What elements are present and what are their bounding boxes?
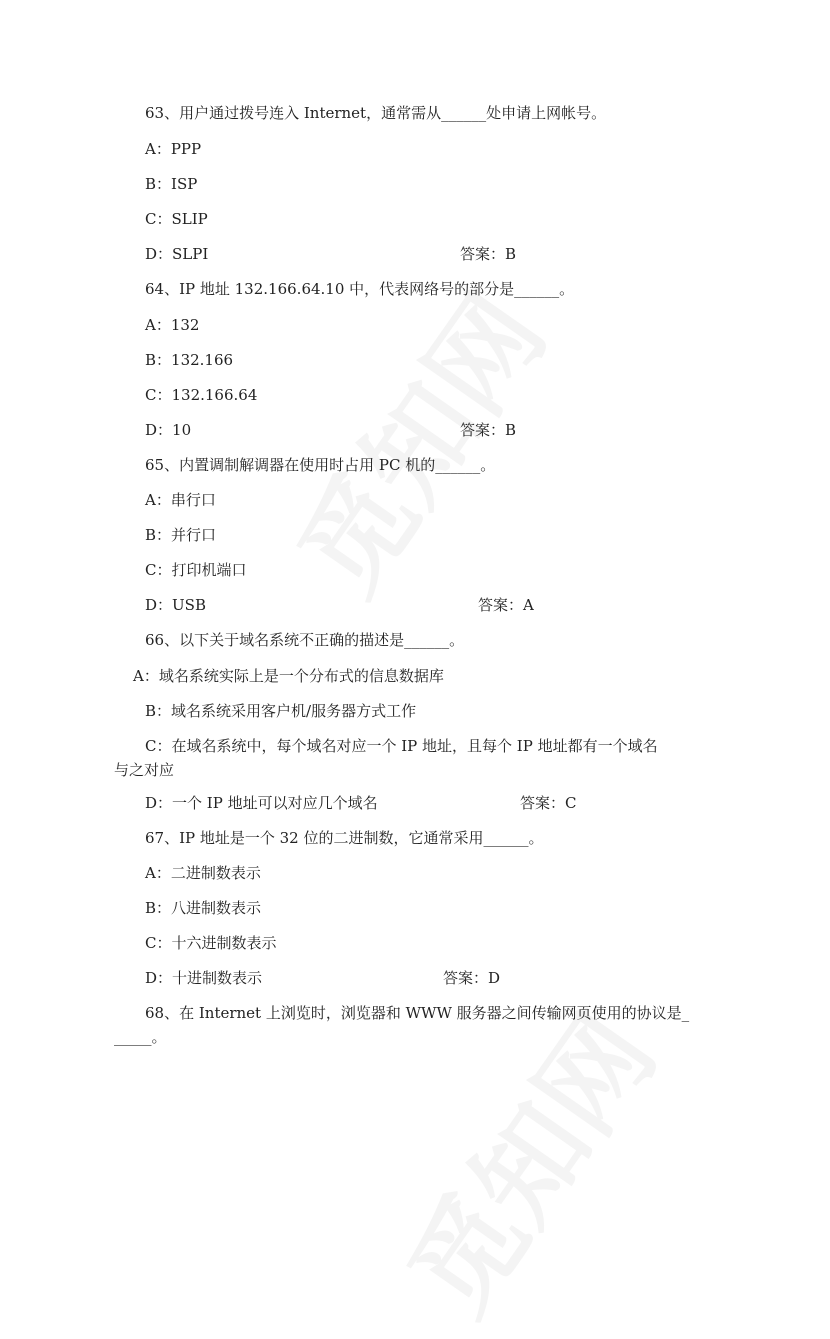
watermark (256, 259, 575, 620)
question-67-answer: 答案：D (443, 969, 501, 987)
question-65-option-d: D：USB (145, 596, 206, 614)
question-63-option-a: A：PPP (145, 140, 202, 158)
question-64-stem: 64、IP 地址 132.166.64.10 中，代表网络号的部分是______。 (145, 280, 575, 298)
question-65-answer: 答案：A (478, 596, 534, 614)
question-66-option-b: B：域名系统采用客户机/服务器方式工作 (145, 702, 417, 720)
question-66-option-d: D：一个 IP 地址可以对应几个域名 (145, 794, 378, 812)
question-67-stem: 67、IP 地址是一个 32 位的二进制数，它通常采用______。 (145, 829, 544, 847)
question-66-option-c-cont: 与之对应 (114, 761, 175, 779)
question-65-option-a: A：串行口 (145, 491, 216, 509)
question-64-option-c: C：132.166.64 (145, 386, 258, 404)
question-63-option-d: D：SLPI (145, 245, 209, 263)
question-65-option-c: C：打印机端口 (145, 561, 247, 579)
question-63-answer: 答案：B (460, 245, 517, 263)
question-66-option-a: A：域名系统实际上是一个分布式的信息数据库 (133, 667, 444, 685)
question-63-stem: 63、用户通过拨号连入 Internet，通常需从______处申请上网帐号。 (145, 104, 607, 122)
question-67-option-c: C：十六进制数表示 (145, 934, 277, 952)
question-64-option-a: A：132 (145, 316, 200, 334)
question-64-option-b: B：132.166 (145, 351, 234, 369)
question-66-answer: 答案：C (520, 794, 577, 812)
question-68-stem: 68、在 Internet 上浏览时，浏览器和 WWW 服务器之间传输网页使用的协议是_ (145, 1004, 690, 1022)
question-67-option-a: A：二进制数表示 (145, 864, 261, 882)
question-65-stem: 65、内置调制解调器在使用时占用 PC 机的______。 (145, 456, 496, 474)
question-67-option-d: D：十进制数表示 (145, 969, 263, 987)
question-63-option-c: C：SLIP (145, 210, 208, 228)
question-64-option-d: D：10 (145, 421, 192, 439)
question-67-option-b: B：八进制数表示 (145, 899, 262, 917)
question-66-option-c: C：在域名系统中，每个域名对应一个 IP 地址，且每个 IP 地址都有一个域名 (145, 737, 658, 755)
question-63-option-b: B：ISP (145, 175, 198, 193)
question-68-stem-cont: _____。 (114, 1028, 167, 1046)
question-66-stem: 66、以下关于域名系统不正确的描述是______。 (145, 631, 465, 649)
watermark-bottom (366, 979, 685, 1339)
question-65-option-b: B：并行口 (145, 526, 217, 544)
question-64-answer: 答案：B (460, 421, 517, 439)
